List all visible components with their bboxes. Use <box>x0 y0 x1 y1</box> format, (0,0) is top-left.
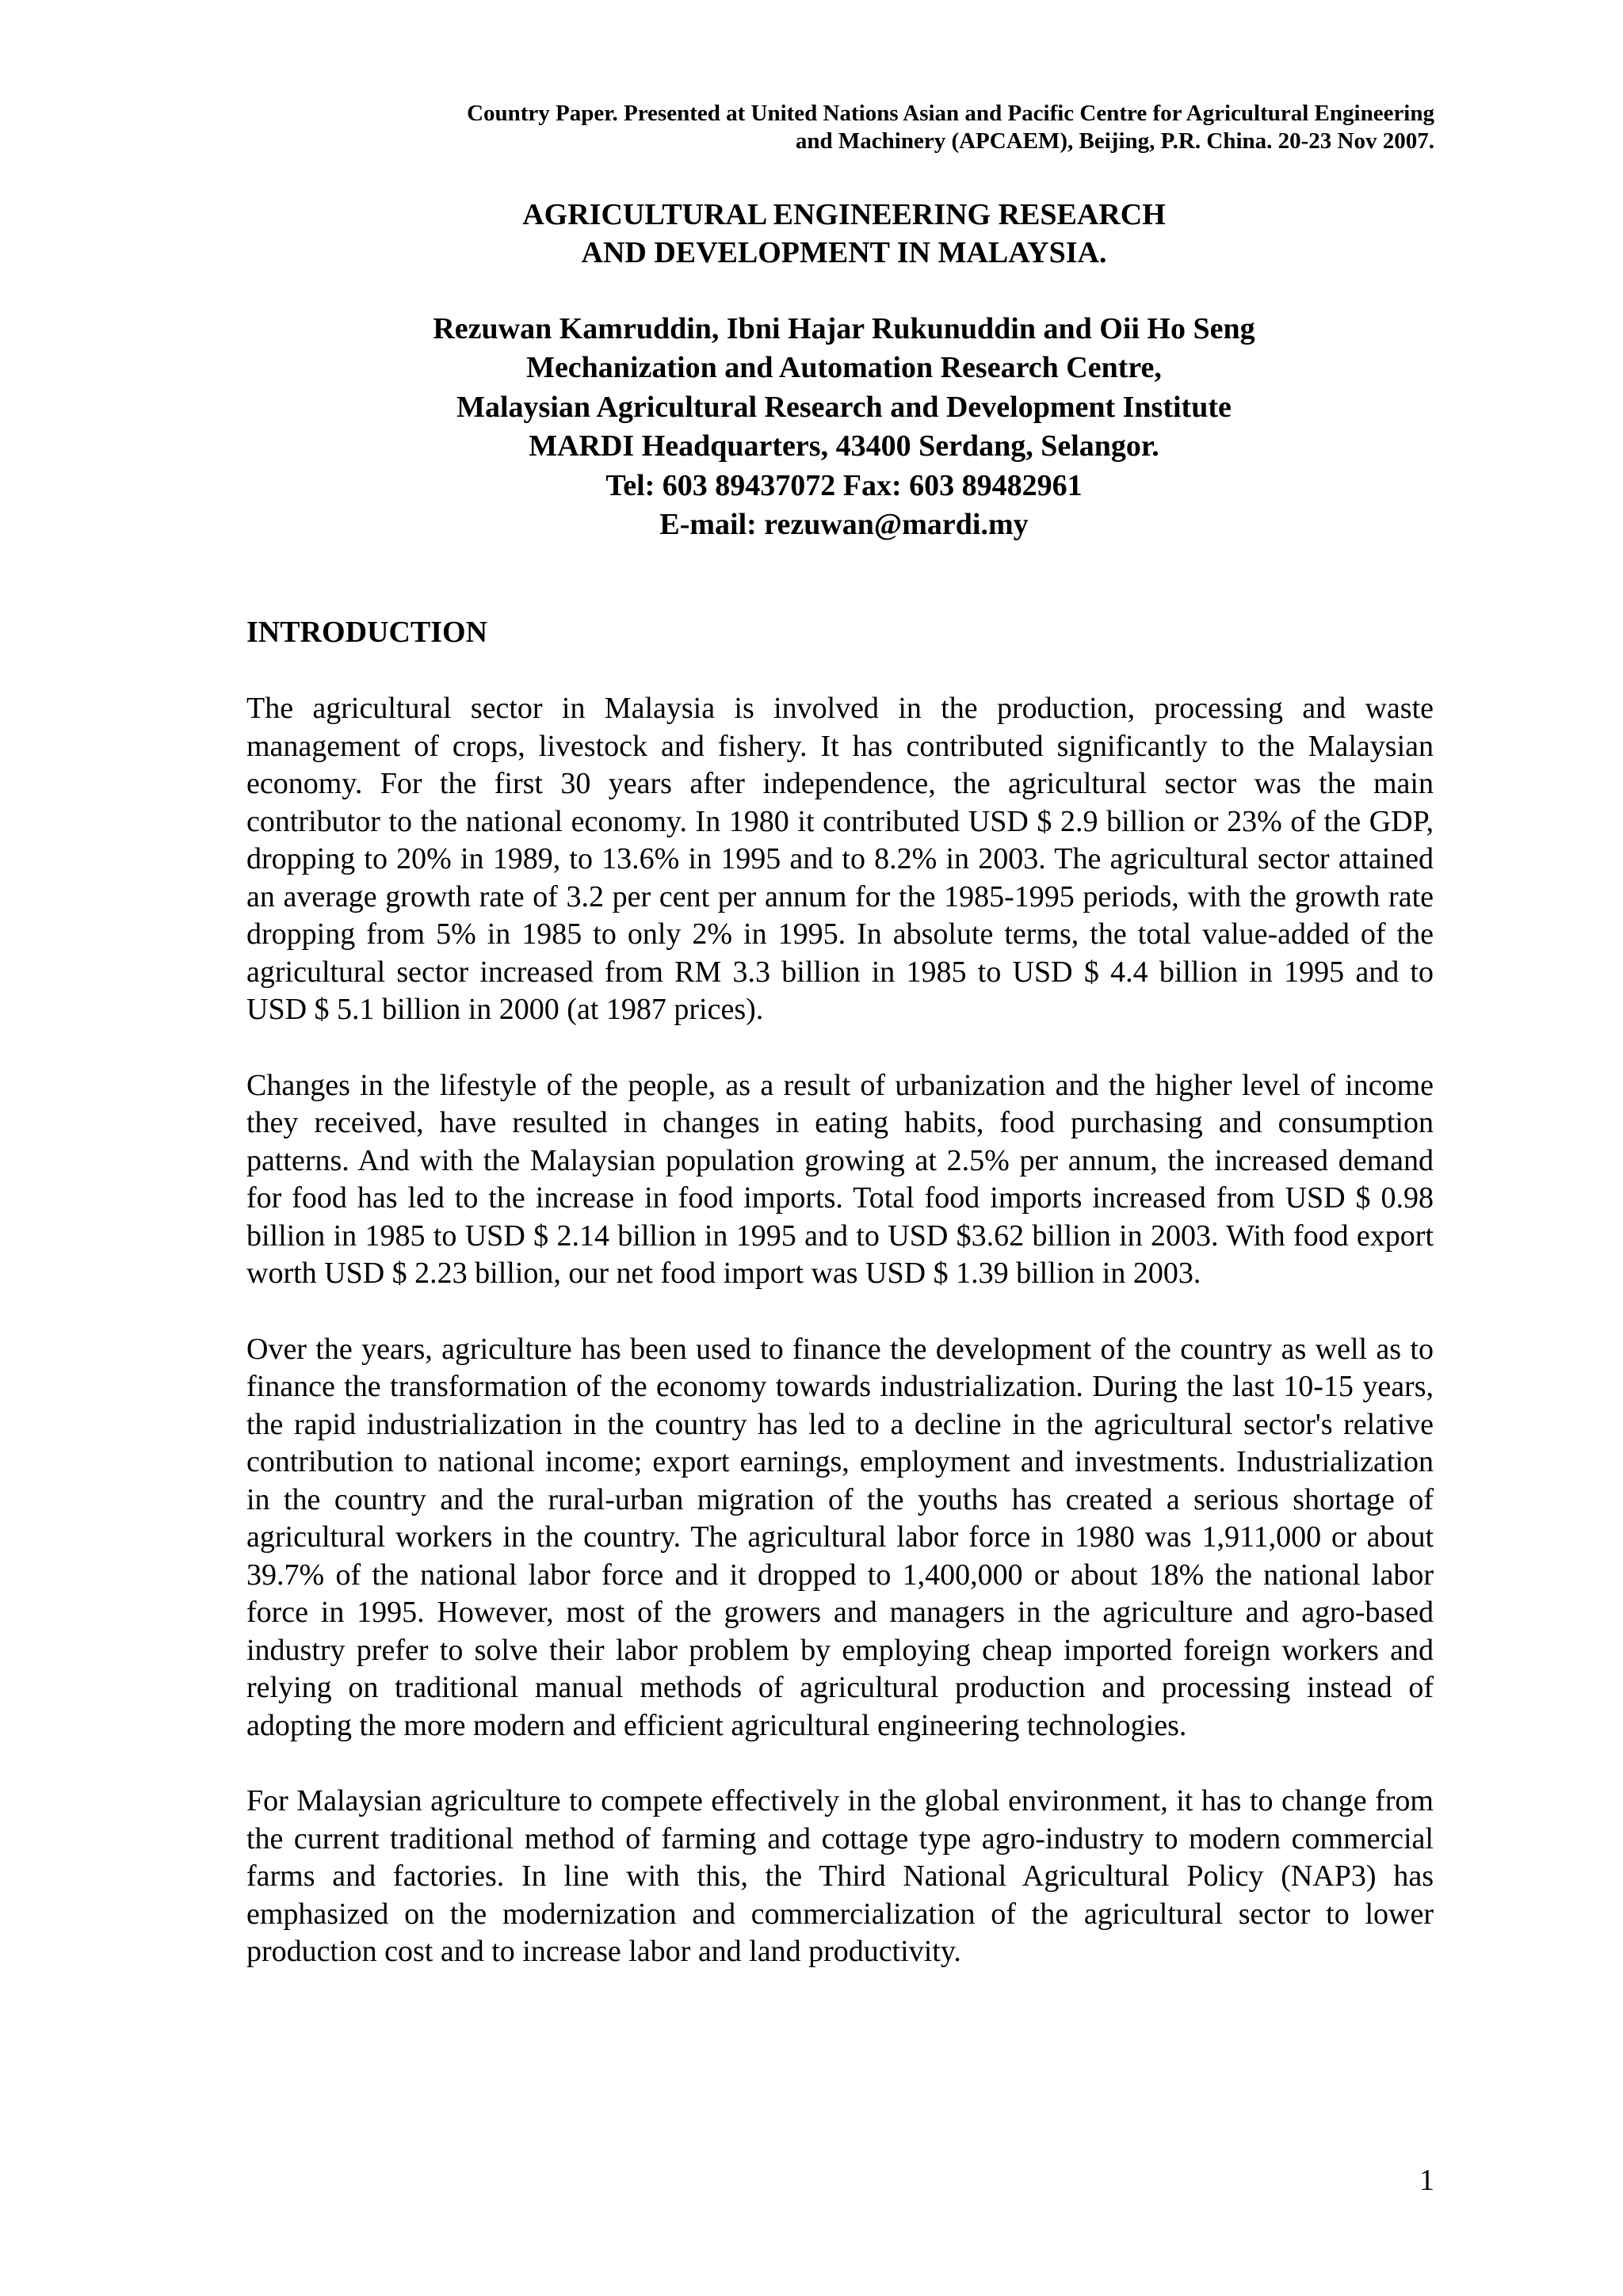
introduction-body <box>246 690 1434 2009</box>
header-note-line-1: Country Paper. Presented at United Nations Asian and Pacific Centre for Agricultural Engineering <box>467 101 1434 126</box>
paper-title <box>0 196 1623 272</box>
title-line-1: AGRICULTURAL ENGINEERING RESEARCH <box>522 198 1166 231</box>
header-note-line-2: and Machinery (APCAEM), Beijing, P.R. China. 20-23 Nov 2007. <box>795 128 1434 154</box>
paragraph-3: Over the years, agriculture has been used to finance the development of the country as well as to finance the transformation of the economy towards industrialization. During the last 10-15 years, the rapid industrialization in the country has led to a decline in the agricultural sector's relative contribution to national income; export earnings, employment and investments. Industrialization in the country and the rural-urban migration of the youths has created a serious shortage of agricultural workers in the country. The agricultural labor force in 1980 was 1,911,000 or about 39.7% of the national labor force and it dropped to 1,400,000 or about 18% the national labor force in 1995. However, most of the growers and managers in the agriculture and agro-based industry prefer to solve their labor problem by employing cheap imported foreign workers and relying on traditional manual methods of agricultural production and processing instead of adopting the more modern and efficient agricultural engineering technologies. <box>246 1332 1434 1742</box>
contact-numbers: Tel: 603 89437072 Fax: 603 89482961 <box>605 468 1083 502</box>
paragraph-2: Changes in the lifestyle of the people, as a result of urbanization and the higher level of income they received, have resulted in changes in eating habits, food purchasing and consumption patterns. And with the Malaysian population growing at 2.5% per annum, the increased demand for food has led to the increase in food imports. Total food imports increased from USD $ 0.98 billion in 1985 to USD $ 2.14 billion in 1995 and to USD $3.62 billion in 2003. With food export worth USD $ 2.23 billion, our net food import was USD $ 1.39 billion in 2003. <box>246 1068 1434 1290</box>
research-centre: Mechanization and Automation Research Centre, <box>526 351 1162 385</box>
author-names: Rezuwan Kamruddin, Ibni Hajar Rukunuddin and Oii Ho Seng <box>433 312 1255 345</box>
institute-address: MARDI Headquarters, 43400 Serdang, Selangor. <box>529 429 1159 463</box>
paragraph-4: For Malaysian agriculture to compete effectively in the global environment, it has to change from the current traditional method of farming and cottage type agro-industry to modern commercial farms and factories. In line with this, the Third National Agricultural Policy (NAP3) has emphasized on the modernization and commercialization of the agricultural sector to lower production cost and to increase labor and land productivity. <box>246 1784 1434 1968</box>
institute-name: Malaysian Agricultural Research and Development Institute <box>456 390 1232 424</box>
contact-email: E-mail: rezuwan@mardi.my <box>659 507 1029 541</box>
section-heading-introduction: INTRODUCTION <box>246 616 488 649</box>
author-affiliation-block <box>0 310 1623 544</box>
title-line-2: AND DEVELOPMENT IN MALAYSIA. <box>581 235 1107 269</box>
page-number: 1 <box>1419 2164 1434 2197</box>
conference-header-note <box>246 100 1434 155</box>
paragraph-1: The agricultural sector in Malaysia is involved in the production, processing and waste management of crops, livestock and fishery. It has contributed significantly to the Malaysian economy. For the first 30 years after independence, the agricultural sector was the main contributor to the national economy. In 1980 it contributed USD $ 2.9 billion or 23% of the GDP, dropping to 20% in 1989, to 13.6% in 1995 and to 8.2% in 2003. The agricultural sector attained an average growth rate of 3.2 per cent per annum for the 1985-1995 periods, with the growth rate dropping from 5% in 1985 to only 2% in 1995. In absolute terms, the total value-added of the agricultural sector increased from RM 3.3 billion in 1985 to USD $ 4.4 billion in 1995 and to USD $ 5.1 billion in 2000 (at 1987 prices). <box>246 692 1434 1026</box>
